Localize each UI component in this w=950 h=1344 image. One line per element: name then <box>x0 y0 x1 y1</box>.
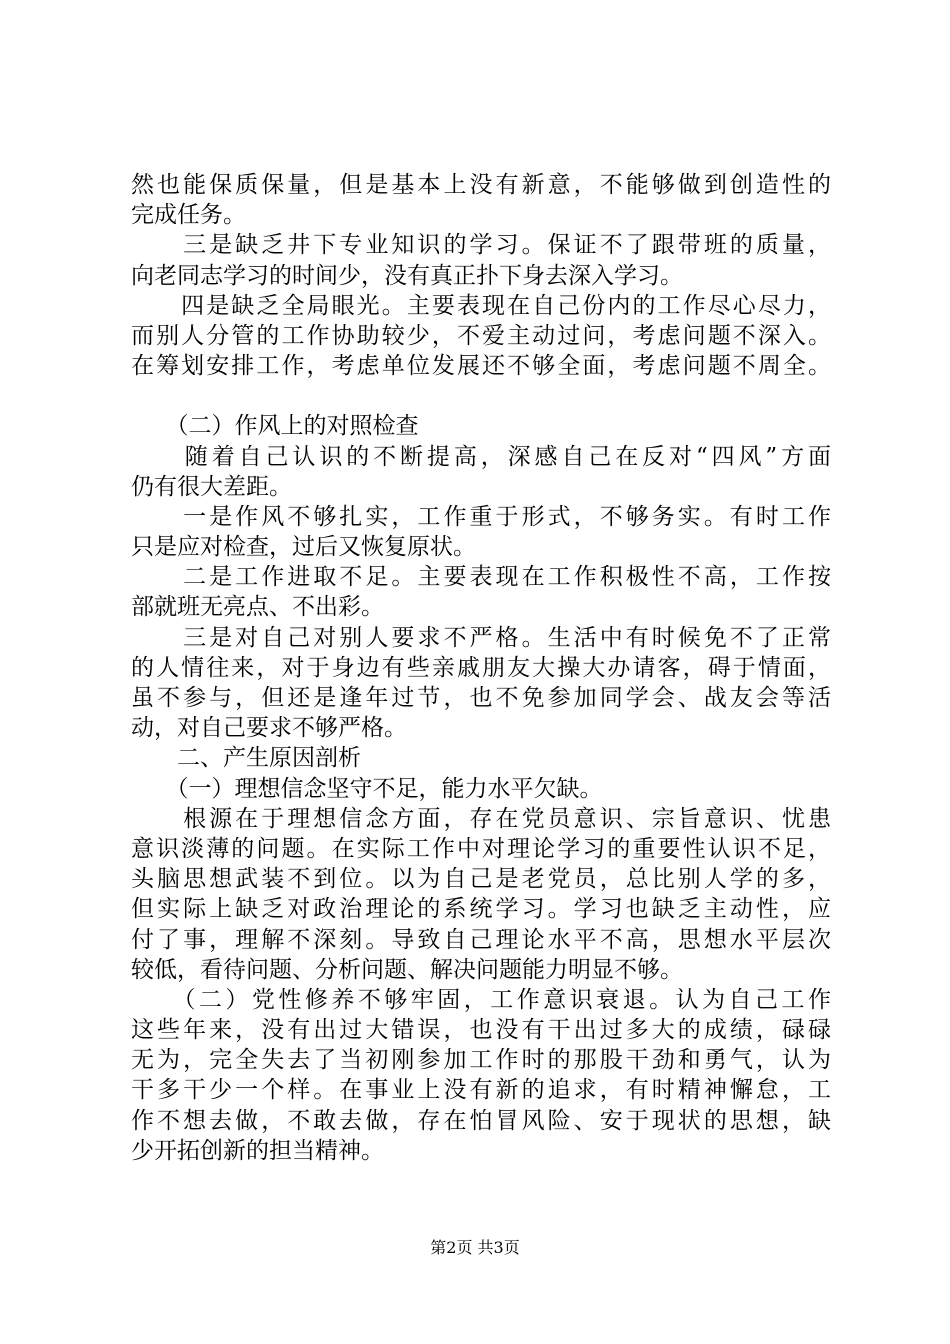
text-line: 的人情往来，对于身边有些亲戚朋友大操大办请客，碍于情面， <box>131 654 831 681</box>
text-line: 部就班无亮点、不出彩。 <box>131 594 384 621</box>
text-line: （二）党性修养不够牢固，工作意识衰退。认为自己工作 <box>131 986 831 1013</box>
section-heading: （二）作风上的对照检查 <box>131 413 419 440</box>
text-line: 二是工作进取不足。主要表现在工作积极性不高，工作按 <box>131 564 831 591</box>
text-line: 而别人分管的工作协助较少，不爱主动过问，考虑问题不深入。 <box>131 322 831 349</box>
text-line: 但实际上缺乏对政治理论的系统学习。学习也缺乏主动性，应 <box>131 896 831 923</box>
page-number-footer: 第2页 共3页 <box>430 1238 520 1257</box>
text-line: 作不想去做，不敢去做，存在怕冒风险、安于现状的思想，缺 <box>131 1107 831 1134</box>
text-line: 只是应对检查，过后又恢复原状。 <box>131 534 476 561</box>
text-line: 仍有很大差距。 <box>131 473 292 500</box>
section-heading: （一）理想信念坚守不足，能力水平欠缺。 <box>131 775 603 802</box>
text-line: 头脑思想武装不到位。以为自己是老党员，总比别人学的多， <box>131 866 831 893</box>
text-line: 一是作风不够扎实，工作重于形式，不够务实。有时工作 <box>131 503 831 530</box>
text-line: 这些年来，没有出过大错误，也没有干出过多大的成绩，碌碌 <box>131 1017 831 1044</box>
text-line: 付了事，理解不深刻。导致自己理论水平不高，思想水平层次 <box>131 926 831 953</box>
text-line: 意识淡薄的问题。在实际工作中对理论学习的重要性认识不足， <box>131 835 831 862</box>
text-line: 四是缺乏全局眼光。主要表现在自己份内的工作尽心尽力， <box>131 292 831 319</box>
text-line: 动，对自己要求不够严格。 <box>131 715 407 742</box>
text-line: 较低，看待问题、分析问题、解决问题能力明显不够。 <box>131 956 683 983</box>
text-line: 在筹划安排工作，考虑单位发展还不够全面，考虑问题不周全。 <box>131 353 831 380</box>
text-line: 虽不参与，但还是逢年过节，也不免参加同学会、战友会等活 <box>131 685 831 711</box>
text-line: 随着自己认识的不断提高，深感自己在反对“四风”方面 <box>131 443 831 470</box>
text-line: 少开拓创新的担当精神。 <box>131 1137 384 1164</box>
section-heading: 二、产生原因剖析 <box>131 745 361 772</box>
text-line: 三是对自己对别人要求不严格。生活中有时候免不了正常 <box>131 624 831 651</box>
text-line: 完成任务。 <box>131 202 246 229</box>
text-line: 然也能保质保量，但是基本上没有新意，不能够做到创造性的 <box>131 172 831 198</box>
document-body <box>131 170 831 1166</box>
text-line: 三是缺乏井下专业知识的学习。保证不了跟带班的质量， <box>131 232 831 259</box>
text-line: 无为，完全失去了当初刚参加工作时的那股干劲和勇气，认为 <box>131 1047 831 1074</box>
text-line: 向老同志学习的时间少，没有真正扑下身去深入学习。 <box>131 262 683 289</box>
text-line: 根源在于理想信念方面，存在党员意识、宗旨意识、忧患 <box>131 805 831 832</box>
text-line: 干多干少一个样。在事业上没有新的追求，有时精神懈怠，工 <box>131 1077 831 1104</box>
